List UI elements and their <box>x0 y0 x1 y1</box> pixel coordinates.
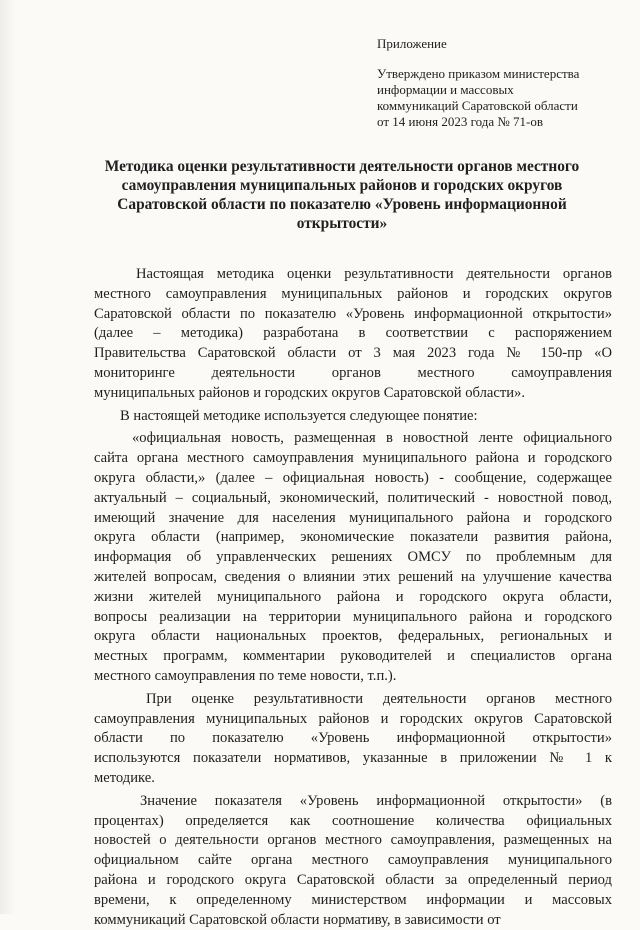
paragraph-line: мониторинге деятельности органов местного самоуправления <box>94 364 612 384</box>
paragraph-line: жителей вопросам, сведения о влиянии этих решений на улучшение качества <box>94 568 612 588</box>
paragraph-line: В настоящей методике используется следующее понятие: <box>94 407 612 427</box>
scan-edge-shadow <box>0 0 16 914</box>
paragraph-line: официальном сайте органа местного самоуправления муниципального <box>94 851 612 871</box>
paragraph-line: Правительства Саратовской области от 3 мая 2023 года № 150-пр «О <box>94 344 612 364</box>
approval-line: от 14 июня 2023 года № 71-ов <box>377 114 617 130</box>
document-title <box>92 157 592 233</box>
title-line: Методика оценки результативности деятельности органов местного <box>92 157 592 176</box>
paragraph-line: самоуправления муниципальных районов и городских округов Саратовской <box>94 710 612 730</box>
paragraph <box>94 429 612 686</box>
paragraph-line: используются показатели нормативов, указанные в приложении № 1 к <box>94 749 612 769</box>
paragraph <box>94 792 612 930</box>
paragraph-line: района и городского округа Саратовской области за определенный период <box>94 871 612 891</box>
approval-line: коммуникаций Саратовской области <box>377 98 617 114</box>
title-line: открытости» <box>92 214 592 233</box>
appendix-label: Приложение <box>377 36 447 52</box>
paragraph-line: округа области,» (далее – официальная новость) - сообщение, содержащее <box>94 469 612 489</box>
approval-line: Утверждено приказом министерства <box>377 66 617 82</box>
paragraph-line: информация об управленческих решениях ОМСУ по проблемным для <box>94 548 612 568</box>
paragraph-line: методике. <box>94 769 612 789</box>
title-line: самоуправления муниципальных районов и городских округов <box>92 176 592 195</box>
paragraph-line: муниципальных районов и городских округов Саратовской области». <box>94 384 612 404</box>
paragraph-line: местного самоуправления по теме новости, т.п.). <box>94 667 612 687</box>
paragraph-line: местного самоуправления муниципальных районов и городских округов <box>94 285 612 305</box>
paragraph <box>94 265 612 404</box>
paragraph-line: Значение показателя «Уровень информационной открытости» (в <box>94 792 612 812</box>
paragraph-line: местных программ, комментарии руководителей и специалистов органа <box>94 647 612 667</box>
paragraph-line: Саратовской области по показателю «Уровень информационной открытости» <box>94 305 612 325</box>
paragraph-line: Настоящая методика оценки результативности деятельности органов <box>94 265 612 285</box>
paragraph-line: области по показателю «Уровень информационной открытости» <box>94 729 612 749</box>
approval-line: информации и массовых <box>377 82 617 98</box>
approval-block <box>377 66 617 130</box>
paragraph-line: «официальная новость, размещенная в новостной ленте официального <box>94 429 612 449</box>
paragraph-line: коммуникаций Саратовской области нормативу, в зависимости от <box>94 911 612 930</box>
title-line: Саратовской области по показателю «Уровень информационной <box>92 195 592 214</box>
paragraph-line: процентах) определяется как соотношение количества официальных <box>94 812 612 832</box>
paragraph <box>94 407 612 427</box>
paragraph-line: округа области национальных проектов, федеральных, региональных и <box>94 627 612 647</box>
paragraph-line: сайта органа местного самоуправления муниципального района и городского <box>94 449 612 469</box>
paragraph-line: округа области (например, экономические показатели развития района, <box>94 528 612 548</box>
paragraph-line: имеющий значение для населения муниципального района и городского <box>94 509 612 529</box>
document-body <box>94 265 612 930</box>
paragraph-line: вопросы реализации на территории муниципального района и городского <box>94 608 612 628</box>
paragraph-line: актуальный – социальный, экономический, политический - новостной повод, <box>94 489 612 509</box>
paragraph-line: времени, к определенному министерством информации и массовых <box>94 891 612 911</box>
paragraph-line: жизни жителей муниципального района и городского округа области, <box>94 588 612 608</box>
paragraph-line: (далее – методика) разработана в соответствии с распоряжением <box>94 324 612 344</box>
paragraph-line: новостей о деятельности органов местного самоуправления, размещенных на <box>94 831 612 851</box>
paragraph <box>94 690 612 789</box>
paragraph-line: При оценке результативности деятельности органов местного <box>94 690 612 710</box>
